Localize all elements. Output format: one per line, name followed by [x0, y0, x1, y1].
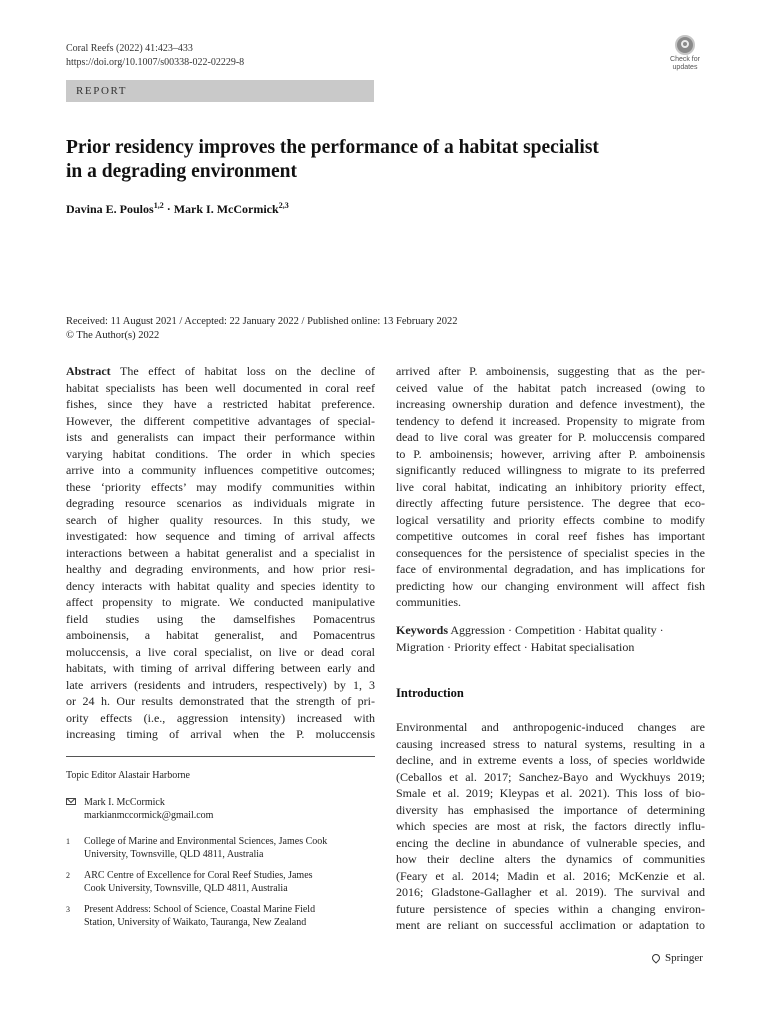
article-title: [66, 136, 706, 184]
contact-name: Mark I. McCormick: [84, 796, 165, 808]
topic-editor: Topic Editor Alastair Harborne: [66, 770, 190, 781]
title-line1: Prior residency improves the performance of a habitat specialist: [66, 137, 599, 158]
abstract-line: amboinensis, a habitat generalist, and Pomacentrus: [66, 628, 375, 642]
affiliation-line: College of Marine and Environmental Sciences, James Cook: [84, 835, 328, 847]
abstract-line: moluccensis, a live coral specialist, on live or dead coral: [66, 644, 375, 659]
intro-line: how their decline alters the dynamics of communities: [396, 852, 705, 866]
intro-line: encing the decline in abundance of vulnerable species, and: [396, 835, 705, 850]
abstract-line: ists and generalists can impact their performance within: [66, 430, 375, 444]
abstract-line: dead to live coral was greater for P. moluccensis compared: [396, 430, 705, 444]
intro-line: future persistence of species within a changing environ-: [396, 901, 705, 916]
publisher-name: Springer: [665, 952, 703, 964]
author-2-affiliations: 2,3: [278, 201, 289, 210]
affiliation-number: 2: [66, 870, 70, 880]
abstract: [66, 363, 375, 743]
badge-line2: updates: [672, 64, 698, 71]
copyright-line: © The Author(s) 2022: [66, 330, 160, 341]
affiliation-number: 3: [66, 904, 70, 914]
introduction-heading: Introduction: [396, 686, 464, 700]
intro-line: Environmental and anthropogenic-induced changes are: [396, 720, 705, 734]
abstract-heading: Abstract: [66, 364, 111, 378]
keywords-line1: Aggression · Competition · Habitat quality ·: [450, 623, 664, 637]
badge-line1: Check for: [670, 56, 700, 63]
abstract-line: significantly reduced willingness to migrate to its preferred: [396, 463, 705, 477]
affiliation-line: University, Townsville, QLD 4811, Australia: [84, 849, 264, 860]
keywords-heading: Keywords: [396, 623, 448, 637]
abstract-line: face of environmental degradation, and has implications for: [396, 562, 705, 576]
abstract-line: dency interacts with habitat quality and species identity to: [66, 578, 375, 593]
keywords: [396, 622, 705, 655]
corresponding-author: [66, 796, 375, 823]
affiliation-line: Cook University, Townsville, QLD 4811, Australia: [84, 883, 288, 894]
intro-line: causing increased stress to natural systems, resulting in a: [396, 736, 705, 751]
abstract-continued: [396, 363, 705, 611]
abstract-line: search of higher quality resources. In this study, we: [66, 512, 375, 527]
abstract-line: late arrivers (residents and intruders, respectively) by 1, 3: [66, 677, 375, 692]
abstract-line: these ‘priority effects’ may modify communities within: [66, 479, 375, 494]
abstract-line: competitive outcomes in coral reef fishes has important: [396, 529, 705, 543]
abstract-line: to P. amboinensis; however, arriving after P. amboinensis: [396, 446, 705, 461]
abstract-line: consequences for the persistence of specialist species in the: [396, 545, 705, 560]
affiliation-3: [66, 903, 375, 930]
abstract-line: ority effects (i.e., aggression intensity) increased with: [66, 710, 375, 725]
abstract-line: healthy and degrading environments, and how prior resi-: [66, 562, 375, 576]
intro-line: 2016; Gladstone-Gallagher et al. 2019). The survival and: [396, 885, 705, 899]
check-for-updates-icon: [675, 35, 695, 55]
affiliation-line: Present Address: School of Science, Coastal Marine Field: [84, 903, 316, 915]
footnotes: [66, 769, 375, 930]
abstract-line: fishes, since they have a restricted habitat preference.: [66, 397, 375, 411]
abstract-line: predicting how our changing environment will affect fish: [396, 578, 705, 593]
publication-dates: Received: 11 August 2021 / Accepted: 22 January 2022 / Published online: 13 February 2022: [66, 316, 458, 327]
abstract-line: directly affecting future persistence. The degree that eco-: [396, 496, 705, 510]
abstract-line: habitats, with timing of arrival differing between early and: [66, 661, 375, 675]
abstract-line: tendency to defend it increased. Propensity to migrate from: [396, 413, 705, 428]
title-line2: in a degrading environment: [66, 161, 297, 182]
affiliation-line: ARC Centre of Excellence for Coral Reef Studies, James: [84, 869, 313, 881]
author-1-affiliations: 1,2: [153, 201, 164, 210]
envelope-icon: [66, 798, 76, 805]
abstract-line: communities.: [396, 595, 461, 609]
abstract-line: field studies using the damselfishes Pomacentrus: [66, 611, 375, 626]
introduction-body: [396, 719, 705, 934]
intro-line: diversity has emphasised the importance of determining: [396, 802, 705, 817]
abstract-line: varying habitat conditions. The order in which species: [66, 446, 375, 461]
abstract-line: habitat specialists has been well documented in coral reef: [66, 380, 375, 395]
journal-reference: Coral Reefs (2022) 41:423–433: [66, 43, 193, 54]
keywords-line2: Migration · Priority effect · Habitat specialisation: [396, 639, 635, 654]
springer-logo-icon: [650, 952, 662, 964]
check-for-updates-badge[interactable]: [664, 34, 706, 74]
abstract-line: increasing ownership duration and defence investment), the: [396, 397, 705, 411]
intro-line: which species are most at risk, the factors directly influ-: [396, 819, 705, 833]
affiliation-line: Station, University of Waikato, Tauranga, New Zealand: [84, 917, 307, 928]
intro-line: decline, and in extreme events a loss, of species worldwide: [396, 753, 705, 767]
abstract-line: live coral habitat, indicating an inhibitory priority effect,: [396, 479, 705, 494]
abstract-line: arrived after P. amboinensis, suggesting that as the per-: [396, 364, 705, 378]
abstract-line: The effect of habitat loss on the decline of: [120, 364, 375, 378]
doi-link[interactable]: https://doi.org/10.1007/s00338-022-02229-8: [66, 57, 245, 68]
author-2[interactable]: Mark I. McCormick: [173, 202, 279, 216]
abstract-line: logical versatility and priority effects combine to modify: [396, 512, 705, 527]
abstract-line: ceived value of the habitat patch increased (owing to: [396, 380, 705, 395]
affiliation-1: [66, 835, 375, 862]
section-label: REPORT: [66, 80, 374, 102]
abstract-line: increasing timing of arrival when the P. moluccensis: [66, 727, 375, 741]
abstract-line: or 24 h. Our results demonstrated that the strength of pri-: [66, 694, 375, 708]
intro-line: ment are reliant on successful acclimation or adaptation to: [396, 918, 705, 932]
intro-line: (Ceballos et al. 2017; Sanchez-Bayo and Wyckhuys 2019;: [396, 769, 705, 784]
abstract-line: However, the different competitive advantages of special-: [66, 413, 375, 428]
author-list: [66, 201, 289, 217]
affiliation-2: [66, 869, 375, 896]
footnote-divider: [66, 756, 375, 757]
abstract-line: interactions between a habitat generalist and a specialist in: [66, 545, 375, 560]
abstract-line: investigated: how sequence and timing of arrival affects: [66, 529, 375, 543]
intro-line: Smale et al. 2019; Kleypas et al. 2021). This loss of bio-: [396, 786, 705, 800]
contact-email[interactable]: markianmccormick@gmail.com: [84, 810, 214, 821]
abstract-line: arrive into a community influences competitive outcomes;: [66, 463, 375, 477]
affiliation-number: 1: [66, 836, 70, 846]
author-separator: ·: [166, 202, 171, 216]
abstract-line: degrading resource scenarios as individuals migrate in: [66, 496, 375, 510]
author-1[interactable]: Davina E. Poulos: [66, 202, 154, 216]
abstract-line: affect propensity to migrate. We conducted manipulative: [66, 595, 375, 609]
intro-line: (Feary et al. 2014; Madin et al. 2016; McKenzie et al.: [396, 868, 705, 883]
publisher-footer: [650, 952, 703, 964]
